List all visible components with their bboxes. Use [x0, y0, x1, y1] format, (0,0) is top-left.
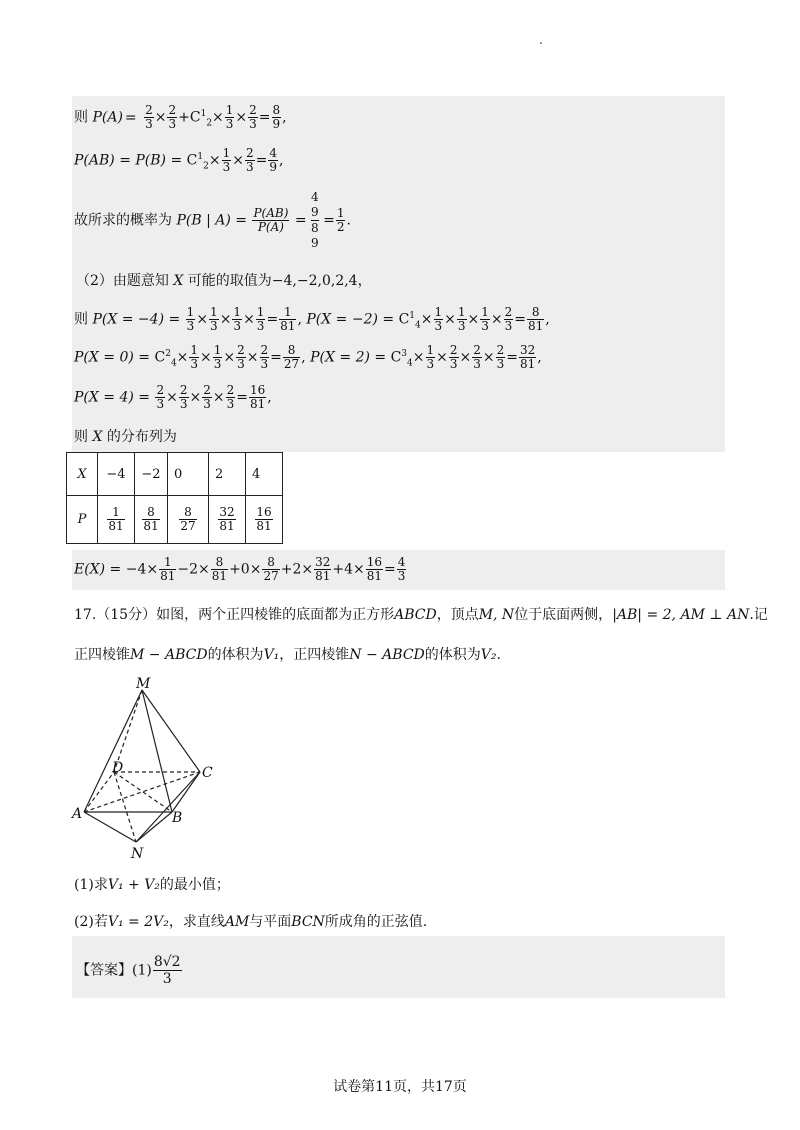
label-c: C — [202, 765, 213, 781]
label-n: N — [131, 846, 144, 862]
p-cell: $\frac{16}{81}$ — [246, 496, 283, 544]
frac: $\frac{2}{3}$ — [145, 103, 153, 131]
answer-line — [76, 954, 183, 987]
edge-ma — [84, 690, 142, 812]
q1-text: 的最小值； — [159, 877, 230, 893]
abcd: ABCD — [394, 607, 437, 623]
table-row-x — [67, 453, 283, 496]
frac: $\frac{2}{3}$ — [168, 103, 177, 131]
edge-bn — [136, 812, 172, 842]
part2-intro-rest: 可能的取值为−4,−2,0,2,4， — [187, 273, 372, 289]
mn: M, N — [478, 607, 515, 623]
q2-text: ，求直线 — [168, 914, 225, 930]
q2-text: 所成角的正弦值. — [324, 914, 428, 930]
table-row-p — [67, 496, 283, 544]
pa-line: 则 P(A) = $\frac{2}{3}$ × $\frac{2}{3}$ $+C^1_2\times$ $\frac{1}{3}$ × $\frac{2}{3}$ = $\frac{8}{9}$ , — [74, 103, 287, 131]
v1: V₁ — [263, 647, 280, 663]
problem17-text: 17.（15分）如图，两个正四棱锥的底面都为正方形 — [74, 607, 395, 623]
q2-text: 与平面 — [249, 914, 292, 930]
part2-intro-text: （2）由题意知 — [76, 273, 169, 289]
cond-lhs: P(B | A) = — [176, 212, 247, 229]
answer-label: 【答案】 — [76, 962, 132, 979]
edge-an — [84, 812, 136, 842]
edge-mb — [142, 690, 172, 812]
p-m2-lhs: P(X = −2) = — [306, 311, 395, 328]
cond-prefix: 故所求的概率为 — [74, 212, 172, 229]
p-m2-result: $\frac{8}{81}$ — [528, 305, 544, 333]
pa-result: $\frac{8}{9}$ — [272, 103, 281, 131]
label-a: A — [72, 806, 83, 822]
comb-sup: 3 — [401, 348, 408, 359]
dist-intro — [74, 428, 177, 446]
p-cell: $\frac{1}{81}$ — [98, 496, 135, 544]
frac: $\frac{2}{3}$ — [249, 103, 257, 131]
problem17-text: 位于底面两侧， — [514, 607, 613, 623]
pab-line: $P(AB) = P(B) = C^1_2\times$ $\frac{1}{3}$ × $\frac{2}{3}$ = $\frac{4}{9}$ , — [74, 146, 284, 174]
p-cell: $\frac{8}{27}$ — [168, 496, 209, 544]
problem17-text: . — [496, 647, 501, 663]
label-m: M — [136, 676, 151, 692]
problem17-line2 — [74, 646, 501, 664]
part2-intro — [76, 272, 372, 290]
edge-bc — [172, 772, 200, 812]
q1-text: (1)求 — [74, 877, 108, 893]
ab-condition: |AB| = 2, AM ⊥ AN — [612, 607, 750, 623]
problem17-text: 的体积为 — [424, 647, 481, 663]
expectation-result: $\frac{4}{3}$ — [397, 555, 406, 583]
text-ze: 则 — [74, 311, 88, 328]
q2-bcn: BCN — [291, 914, 325, 930]
comb-sup: 1 — [409, 310, 416, 321]
q2-text: (2)若 — [74, 914, 108, 930]
label-d: D — [112, 760, 124, 776]
p-4-lhs: P(X = 4) = — [74, 389, 151, 406]
m-abcd: M − ABCD — [130, 647, 208, 663]
p-2-lhs: P(X = 2) = — [310, 349, 387, 366]
cond-result: $\frac{1}{2}$ — [336, 206, 345, 234]
comb-sup: 1 — [200, 108, 207, 119]
x-cell: −4 — [98, 453, 135, 496]
v2: V₂ — [480, 647, 497, 663]
dist-rest: 的分布列为 — [106, 429, 177, 445]
conditional-line: 故所求的概率为 P(B | A) = $\frac{P(AB)}{P(A)}$ = 4 9 8 9 = $\frac{1}{2}$ . — [74, 190, 351, 250]
pab-result: $\frac{4}{9}$ — [269, 146, 277, 174]
var-x: X — [173, 273, 184, 289]
answer-value: $\frac{8√2}{3}$ — [153, 954, 181, 987]
p-m4-lhs: P(X = −4) = — [92, 311, 181, 328]
edge-ad — [84, 772, 114, 812]
problem17-text: 的体积为 — [207, 647, 264, 663]
cond-frac: $\frac{P(AB)}{P(A)}$ — [253, 206, 289, 234]
edge-ac — [84, 772, 200, 812]
answer-part: (1) — [132, 962, 152, 979]
speck — [540, 42, 542, 44]
x-cell: 4 — [246, 453, 283, 496]
p-2-result: $\frac{32}{81}$ — [520, 343, 536, 371]
problem17-text: .记 — [749, 607, 768, 623]
row-label-x: X — [67, 453, 98, 496]
problem17-text: 正四棱锥 — [74, 647, 130, 663]
expectation-lhs: E(X) = — [74, 561, 122, 578]
cond-stack: 4 9 8 9 — [311, 190, 319, 250]
pab-lhs: P(AB) = P(B) = — [74, 152, 183, 169]
edge-cn — [136, 772, 200, 842]
frac: $\frac{1}{3}$ — [225, 103, 234, 131]
question-2 — [74, 913, 427, 931]
text-ze: 则 — [74, 109, 88, 126]
px-line-3: P(X = 4) = $\frac{2}{3}$ × $\frac{2}{3}$ × $\frac{2}{3}$ × $\frac{2}{3}$ = $\frac{16}{81}$ , — [74, 383, 272, 411]
p-cell: $\frac{8}{81}$ — [135, 496, 168, 544]
x-cell: 0 — [168, 453, 209, 496]
q2-am: AM — [224, 914, 250, 930]
q2-expr: V₁ = 2V₂ — [107, 914, 169, 930]
comb-sub: 2 — [206, 118, 213, 129]
pa-lhs: P(A) — [92, 109, 123, 126]
p-cell: $\frac{32}{81}$ — [209, 496, 246, 544]
comb-sub: 4 — [415, 320, 421, 331]
x-cell: −2 — [135, 453, 168, 496]
problem17-text: ，顶点 — [436, 607, 479, 623]
p-0-lhs: P(X = 0) = — [74, 349, 151, 366]
var-x: X — [92, 429, 103, 445]
pyramid-figure — [70, 676, 230, 866]
distribution-table — [66, 452, 283, 544]
comb-symbol: C — [189, 109, 201, 126]
comb-sup: 2 — [165, 348, 171, 359]
px-line-1: 则 P(X = −4) = $\frac{1}{3}$ × $\frac{1}{3}$ × $\frac{1}{3}$ × $\frac{1}{3}$ = $\frac{1}{81}$ , $P(X = -2) = C^1_4\times$ $\frac{1}{3}$ × $\frac{1}{3}$ × $\frac{1}{3}$ × $\frac{2}{3}$ = $\frac{8}{81}$ , — [74, 305, 550, 333]
label-b: B — [172, 810, 183, 826]
p-m4-result: $\frac{1}{81}$ — [280, 305, 296, 333]
problem17-text: ，正四棱锥 — [279, 647, 350, 663]
edge-mc — [142, 690, 200, 772]
comb-symbol: C — [398, 311, 410, 328]
text-ze: 则 — [74, 429, 88, 445]
expectation-line: E(X) = −4× $\frac{1}{81}$ −2× $\frac{8}{81}$ +0× $\frac{8}{27}$ +2× $\frac{32}{81}$ +4× $\frac{16}{81}$ = $\frac{4}{3}$ — [74, 555, 406, 583]
p-0-result: $\frac{8}{27}$ — [283, 343, 300, 371]
question-1 — [74, 876, 230, 894]
x-cell: 2 — [209, 453, 246, 496]
problem17-line1 — [74, 606, 768, 624]
q1-expr: V₁ + V₂ — [107, 877, 160, 893]
px-line-2: $P(X = 0) = C^2_4\times$ $\frac{1}{3}$ × $\frac{1}{3}$ × $\frac{2}{3}$ × $\frac{2}{3}$ = $\frac{8}{27}$ , $P(X = 2) = C^3_4\times$ $\frac{1}{3}$ × $\frac{2}{3}$ × $\frac{2}{3}$ × $\frac{2}{3}$ = $\frac{32}{81}$ , — [74, 343, 542, 371]
n-abcd: N − ABCD — [349, 647, 425, 663]
row-label-p: P — [67, 496, 98, 544]
page-footer: 试卷第11页，共17页 — [333, 1079, 467, 1095]
p-4-result: $\frac{16}{81}$ — [249, 383, 266, 411]
